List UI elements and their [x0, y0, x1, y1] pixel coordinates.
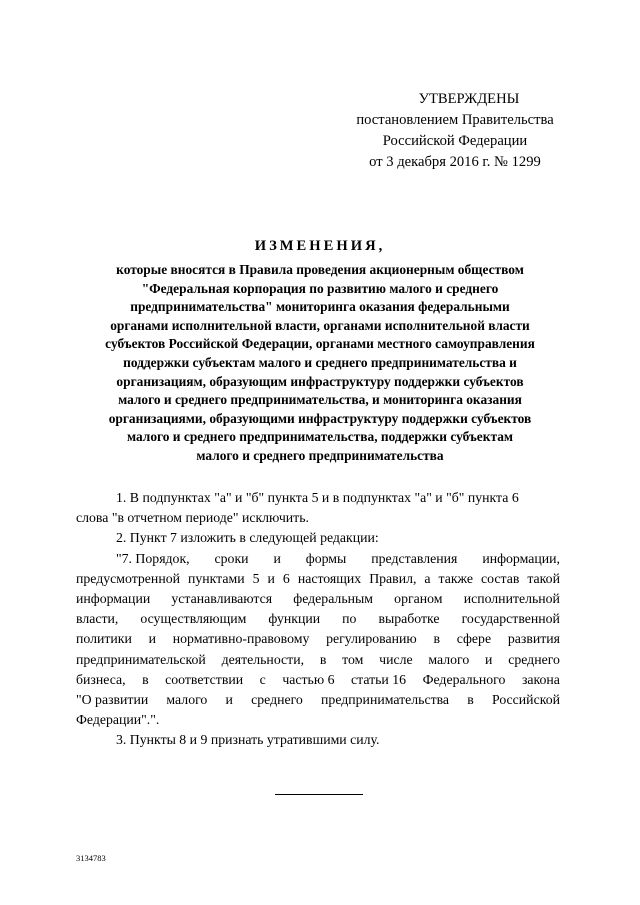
word: Федерального — [422, 671, 506, 687]
word: малого — [428, 651, 470, 667]
approval-line: постановлением Правительства — [356, 112, 554, 128]
word: развития — [507, 631, 560, 647]
word: деятельности, — [221, 651, 305, 667]
word: с — [259, 671, 266, 687]
word: предпринимательской — [76, 651, 206, 667]
word: представления — [371, 550, 458, 566]
word: "О развитии — [76, 692, 149, 708]
word: настоящих — [297, 570, 362, 586]
subtitle-line: малого и среднего предпринимательства — [196, 447, 444, 463]
word: регулированию — [326, 631, 417, 647]
quote-body — [76, 569, 560, 710]
subtitle-line: "Федеральная корпорация по развитию малого и среднего — [141, 280, 499, 296]
approval-line: Российской Федерации — [382, 133, 528, 149]
word: государственной — [461, 611, 560, 627]
quote-line — [76, 609, 560, 629]
approval-heading: УТВЕРЖДЕНЫ — [418, 91, 520, 107]
word: Правил, — [369, 570, 417, 586]
word: в — [433, 631, 440, 647]
word: органом — [394, 591, 443, 607]
word: бизнеса, — [76, 671, 126, 687]
word: выработке — [378, 611, 440, 627]
word: и — [225, 692, 233, 708]
document-number: 3134783 — [76, 853, 106, 863]
quote-line — [76, 690, 560, 710]
word: в — [467, 692, 474, 708]
subtitle-line: которые вносятся в Правила проведения акционерным обществом — [116, 262, 524, 277]
word: политики — [76, 631, 132, 647]
word: информации — [76, 591, 151, 607]
word: том — [342, 651, 364, 667]
word: малого — [166, 692, 208, 708]
approval-date-number: от 3 декабря 2016 г. № 1299 — [369, 154, 541, 170]
word: информации, — [482, 550, 560, 566]
document-subtitle — [62, 261, 578, 466]
word: федеральным — [293, 591, 373, 607]
word: а — [424, 570, 431, 586]
word: нормативно-правовому — [172, 631, 310, 647]
word: Российской — [491, 692, 560, 708]
document-title: ИЗМЕНЕНИЯ, — [254, 238, 386, 254]
word: и — [148, 631, 157, 647]
word: предусмотренной — [76, 570, 180, 586]
word: и — [273, 550, 281, 566]
word: также — [438, 570, 474, 586]
word: устанавливаются — [171, 591, 273, 607]
separator-line — [275, 794, 363, 795]
word: исполнительной — [463, 591, 560, 607]
subtitle-line: организациями, образующими инфраструктуру поддержки субъектов — [108, 410, 532, 426]
word: закона — [521, 671, 560, 687]
word: состав — [481, 570, 520, 586]
quote-first-line — [76, 549, 560, 569]
document-body — [76, 488, 560, 751]
word: функции — [268, 611, 321, 627]
word: и — [267, 570, 275, 586]
word: среднего — [508, 651, 560, 667]
word: "7. Порядок, — [116, 550, 190, 566]
subtitle-line: малого и среднего предпринимательства, и мониторинга оказания — [118, 392, 522, 408]
quote-line — [76, 670, 560, 690]
word: в — [319, 651, 327, 667]
paragraph-1-line: слова "в отчетном периоде" исключить. — [76, 510, 309, 526]
word: пунктами — [187, 570, 245, 586]
subtitle-line: малого и среднего предпринимательства, поддержки субъектам — [126, 429, 514, 445]
word: власти, — [76, 611, 119, 627]
word: сфере — [456, 631, 492, 647]
word: такой — [527, 570, 560, 586]
subtitle-line: субъектов Российской Федерации, органами местного самоуправления — [105, 336, 535, 352]
quote-line — [76, 650, 560, 670]
quote-line — [76, 629, 560, 649]
subtitle-line: предпринимательства" мониторинга оказания федеральными — [130, 299, 510, 315]
paragraph-1-line: 1. В подпунктах "а" и "б" пункта 5 и в подпунктах "а" и "б" пункта 6 — [116, 490, 519, 505]
quote-last-line: Федерации".". — [76, 712, 160, 728]
word: формы — [305, 550, 347, 566]
paragraph-2: 2. Пункт 7 изложить в следующей редакции: — [116, 530, 379, 546]
paragraph-3: 3. Пункты 8 и 9 признать утратившими силу. — [116, 732, 380, 748]
word: числе — [379, 651, 413, 667]
word: соответствии — [165, 671, 244, 687]
word: среднего — [251, 692, 303, 708]
subtitle-line: поддержки субъектам малого и среднего предпринимательства и — [123, 354, 517, 370]
quote-line — [76, 569, 560, 589]
word: и — [485, 651, 493, 667]
word: частью 6 — [282, 671, 335, 687]
word: в — [142, 671, 149, 687]
subtitle-line: организациям, образующим инфраструктуру поддержки субъектов — [116, 373, 524, 389]
word: 5 — [252, 570, 260, 586]
word: по — [342, 611, 357, 627]
word: статьи 16 — [351, 671, 407, 687]
word: предпринимательства — [321, 692, 450, 708]
word: сроки — [214, 550, 249, 566]
subtitle-line: органами исполнительной власти, органами исполнительной власти — [110, 317, 530, 333]
word: осуществляющим — [140, 611, 247, 627]
quote-line — [76, 589, 560, 609]
approval-block — [300, 89, 610, 173]
word: 6 — [282, 570, 290, 586]
